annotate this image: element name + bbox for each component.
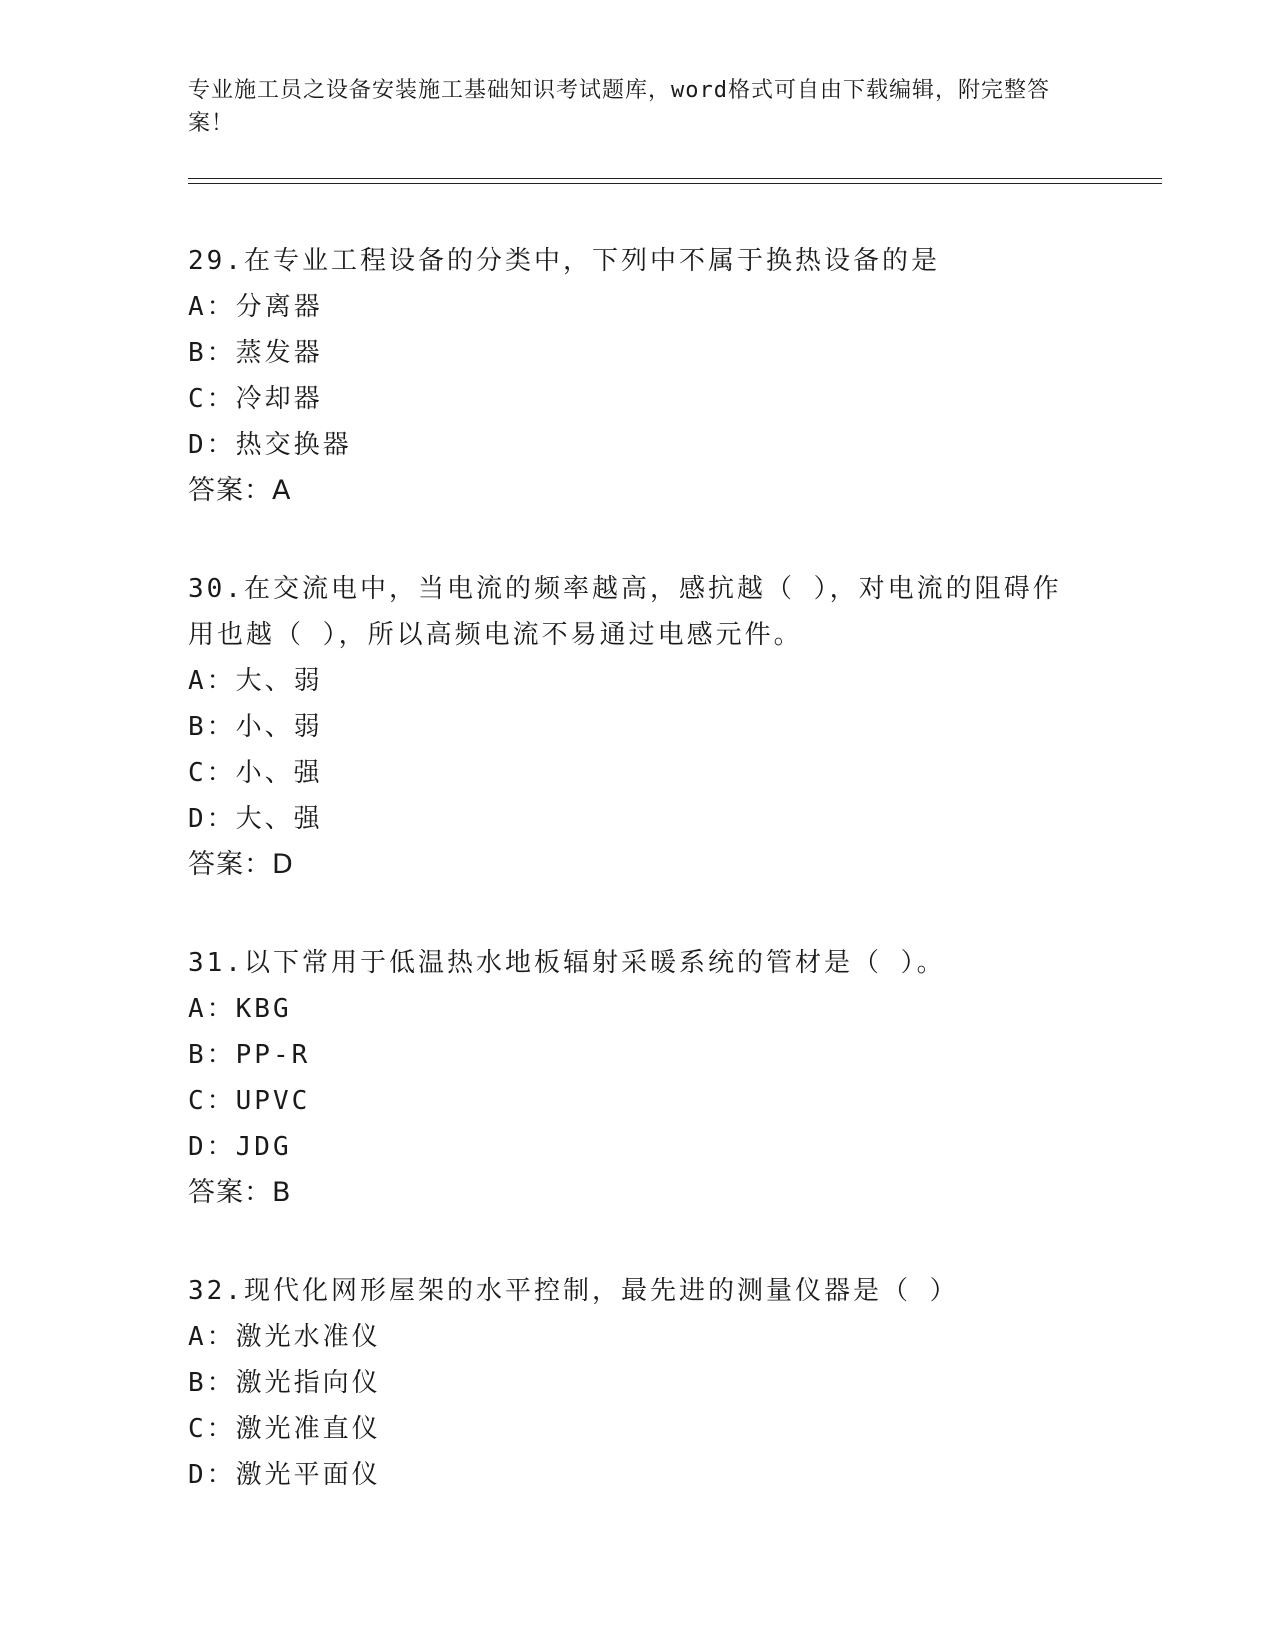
option-a: A：分离器 xyxy=(188,292,323,322)
question-stem: 29.在专业工程设备的分类中，下列中不属于换热设备的是 xyxy=(188,246,940,276)
option-d: D：激光平面仪 xyxy=(188,1460,381,1490)
header-divider-bottom xyxy=(188,183,1162,184)
question-31 xyxy=(188,940,1088,1216)
question-29 xyxy=(188,238,1088,514)
option-a: A：KBG xyxy=(188,994,292,1024)
option-b: B：小、弱 xyxy=(188,712,323,742)
option-c: C：冷却器 xyxy=(188,384,323,414)
question-stem: 30.在交流电中，当电流的频率越高，感抗越（ ），对电流的阻碍作用也越（ ），所以高频电流不易通过电感元件。 xyxy=(188,574,1062,650)
question-list xyxy=(188,238,1088,1550)
option-d: D：大、强 xyxy=(188,804,323,834)
option-d: D：JDG xyxy=(188,1132,292,1162)
option-b: B：蒸发器 xyxy=(188,338,323,368)
option-c: C：UPVC xyxy=(188,1086,311,1116)
answer: 答案：D xyxy=(188,849,294,880)
option-a: A：大、弱 xyxy=(188,666,323,696)
option-c: C：小、强 xyxy=(188,758,323,788)
option-a: A：激光水准仪 xyxy=(188,1322,381,1352)
answer: 答案：B xyxy=(188,1177,292,1208)
option-c: C：激光准直仪 xyxy=(188,1414,381,1444)
question-stem: 32.现代化网形屋架的水平控制，最先进的测量仪器是（ ） xyxy=(188,1276,959,1306)
question-stem: 31.以下常用于低温热水地板辐射采暖系统的管材是（ ）。 xyxy=(188,948,946,978)
option-b: B：PP-R xyxy=(188,1040,311,1070)
header-divider-top xyxy=(188,178,1162,179)
option-d: D：热交换器 xyxy=(188,430,352,460)
document-header: 专业施工员之设备安装施工基础知识考试题库，word格式可自由下载编辑，附完整答案！ xyxy=(188,78,1050,136)
answer: 答案：A xyxy=(188,475,292,506)
question-30 xyxy=(188,566,1088,888)
question-32 xyxy=(188,1268,1088,1498)
option-b: B：激光指向仪 xyxy=(188,1368,381,1398)
